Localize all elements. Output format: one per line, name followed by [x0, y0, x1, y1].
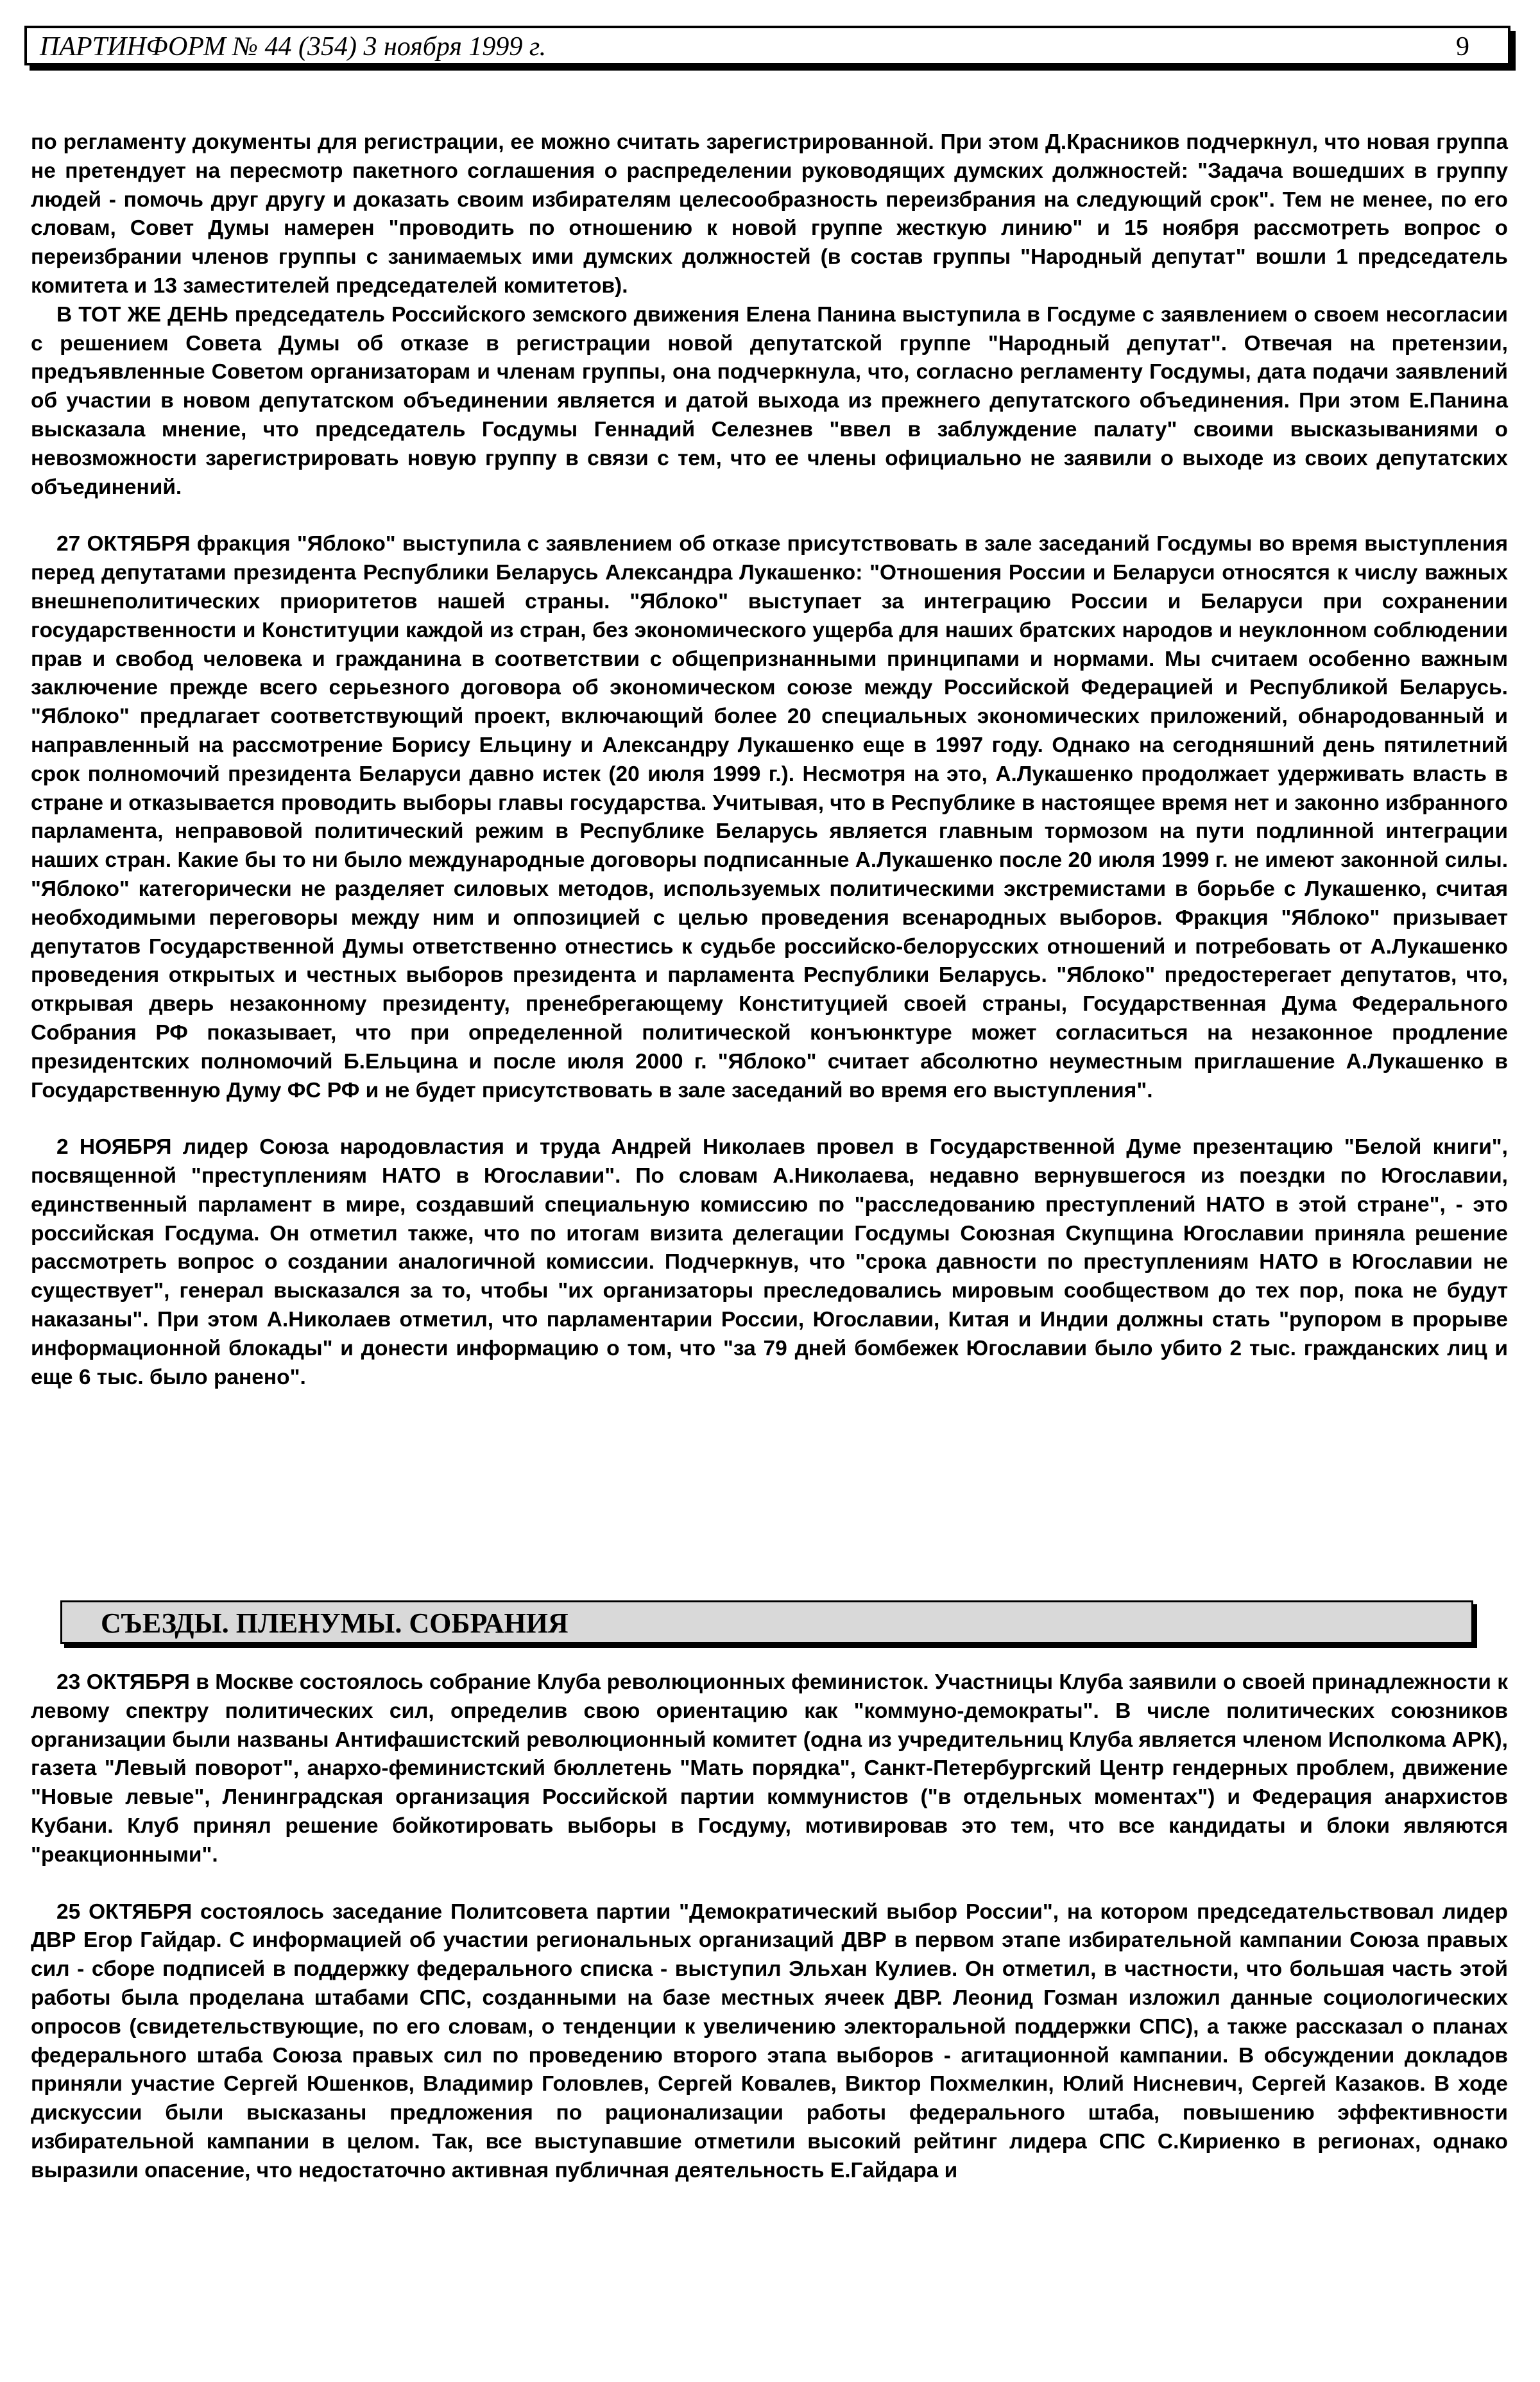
paragraph-yabloko: 27 ОКТЯБРЯ фракция "Яблоко" выступила с заявлением об отказе присутствовать в зале заседаний Госдумы во время выступления перед депутатами президента Республики Беларусь Александра Лукашенко: "Отношения России и Беларуси относятся к числу важных внешнеполитических приоритетов нашей страны. "Яблоко" выступает за интеграцию России и Беларуси при сохранении государственности и Конституции каждой из стран, без экономического ущерба для наших братских народов и неуклонном соблюдении прав и свобод человека и гражданина в соответствии с общепризнанными принципами и нормами. Мы считаем особенно важным заключение прежде всего серьезного договора об экономическом союзе между Российской Федерацией и Республикой Беларусь. "Яблоко" предлагает соответствующий проект, включающий более 20 специальных экономических приложений, обнародованный и направленный на рассмотрение Борису Ельцину и Александру Лукашенко еще в 1997 году. Однако на сегодняшний день пятилетний срок полномочий президента Беларуси давно истек (20 июля 1999 г.). Несмотря на это, А.Лукашенко продолжает удерживать власть в стране и отказывается проводить выборы главы государства. Учитывая, что в Республике в настоящее время нет и законно избранного парламента, неправовой политический режим в Республике Беларусь является главным тормозом на пути подлинной интеграции наших стран. Какие бы то ни было международные договоры подписанные А.Лукашенко после 20 июля 1999 г. не имеют законной силы. "Яблоко" категорически не разделяет силовых методов, используемых политическими экстремистами в борьбе с Лукашенко, считая необходимыми переговоры между ним и оппозицией с целью проведения всенародных выборов. Фракция "Яблоко" призывает депутатов Государственной Думы ответственно отнестись к судьбе российско-белорусских отношений и потребовать от А.Лукашенко проведения открытых и честных выборов президента и парламента Республики Беларусь. "Яблоко" предостерегает депутатов, что, открывая дверь незаконному президенту, пренебрегающему Конституцией своей страны, Государственная Дума Федерального Собрания РФ показывает, что при определенной политической конъюнктуре может согласиться на незаконное продление президентских полномочий Б.Ельцина и после июля 2000 г. "Яблоко" считает абсолютно неуместным приглашение А.Лукашенко в Государственную Думу ФС РФ и не будет присутствовать в зале заседаний во время его выступления".	[31, 532, 1508, 1102]
paragraph-feminist-club: 23 ОКТЯБРЯ в Москве состоялось собрание Клуба революционных феминисток. Участницы Клуба заявили о своей принадлежности к левому спектру политических сил, определив свою ориентацию как "коммуно-демократы". В числе политических союзников организации были названы Антифашистский революционный комитет (одна из учредительниц Клуба является членом Исполкома АРК), газета "Левый поворот", анархо-феминистский бюллетень "Мать порядка", Санкт-Петербургский Центр гендерных проблем, движение "Новые левые", Ленинградская организация Российской партии коммунистов ("в отдельных моментах") и Федерация анархистов Кубани. Клуб принял решение бойкотировать выборы в Госдуму, мотивировав это тем, что все кандидаты и блоки являются "реакционными".	[31, 1670, 1508, 1867]
paragraph-panina: В ТОТ ЖЕ ДЕНЬ председатель Российского земского движения Елена Панина выступила в Госдуме с заявлением о своем несогласии с решением Совета Думы об отказе в регистрации новой депутатской группе "Народный депутат". Отвечая на претензии, предъявленные Советом организаторам и членам группы, она подчеркнула, что, согласно регламенту Госдумы, дата подачи заявлений об участии в новом депутатском объединении является и датой выхода из прежнего депутатского объединения. При этом Е.Панина высказала мнение, что председатель Госдумы Геннадий Селезнев "ввел в заблуждение палату" своими высказываниями о невозможности зарегистрировать новую группу в связи с тем, что ее члены официально не заявили о выходе из своих депутатских объединений.	[31, 302, 1508, 499]
paragraph-continuation: по регламенту документы для регистрации, ее можно считать зарегистрированной. При этом Д.Красников подчеркнул, что новая группа не претендует на пересмотр пакетного соглашения о распределении руководящих думских должностей: "Задача вошедших в группу людей - помочь друг другу и доказать своим избирателям целесообразность переизбрания на следующий срок". Тем не менее, по его словам, Совет Думы намерен "проводить по отношению к новой группе жесткую линию" и 15 ноября рассмотреть вопрос о переизбрании членов группы с занимаемых ими думских должностей (в состав группы "Народный депутат" вошли 1 председатель комитета и 13 заместителей председателей комитетов).	[31, 130, 1508, 298]
article-column-top	[31, 128, 1508, 1392]
article-column-bottom	[31, 1668, 1508, 2186]
section-heading: СЪЕЗДЫ. ПЛЕНУМЫ. СОБРАНИЯ	[101, 1607, 569, 1639]
page-header	[24, 26, 1510, 65]
section-heading-bar	[60, 1600, 1473, 1644]
page-number: 9	[1456, 32, 1469, 62]
publication-title: ПАРТИНФОРМ № 44 (354) 3 ноября 1999 г.	[40, 32, 547, 62]
paragraph-dvr: 25 ОКТЯБРЯ состоялось заседание Политсовета партии "Демократический выбор России", на котором председательствовал лидер ДВР Егор Гайдар. С информацией об участии региональных организаций ДВР в первом этапе избирательной кампании Союза правых сил - сборе подписей в поддержку федерального списка - выступил Эльхан Кулиев. Он отметил, в частности, что большая часть этой работы была проделана штабами СПС, созданными на базе местных ячеек ДВР. Леонид Гозман изложил данные социологических опросов (свидетельствующие, по его словам, о тенденции к увеличению электоральной поддержки СПС), а также рассказал о планах федерального штаба Союза правых сил по проведению второго этапа выборов - агитационной кампании. В обсуждении докладов приняли участие Сергей Юшенков, Владимир Головлев, Сергей Ковалев, Виктор Похмелкин, Юлий Нисневич, Сергей Казаков. В ходе дискуссии были высказаны предложения по рационализации работы федерального штаба, повышению эффективности избирательной кампании в целом. Так, все выступавшие отметили высокий рейтинг лидера СПС С.Кириенко в регионах, однако выразили опасение, что недостаточно активная публичная деятельность Е.Гайдара и	[31, 1899, 1508, 2182]
paragraph-nikolaev: 2 НОЯБРЯ лидер Союза народовластия и труда Андрей Николаев провел в Государственной Думе презентацию "Белой книги", посвященной "преступлениям НАТО в Югославии". По словам А.Николаева, недавно вернувшегося из поездки по Югославии, единственный парламент в мире, создавший специальную комиссию по "расследованию преступлений НАТО в этой стране", - это российская Госдума. Он отметил также, что по итогам визита делегации Госдумы Союзная Скупщина Югославии приняла решение рассмотреть вопрос о создании аналогичной комиссии. Подчеркнув, что "срока давности по преступлениям НАТО в Югославии не существует", генерал высказался за то, чтобы "их организаторы преследовались мировым сообществом до тех пор, пока не будут наказаны". При этом А.Николаев отметил, что парламентарии России, Югославии, Китая и Индии должны стать "рупором в прорыве информационной блокады" и донести информацию о том, что "за 79 дней бомбежек Югославии было убито 2 тыс. гражданских лиц и еще 6 тыс. было ранено".	[31, 1135, 1508, 1389]
